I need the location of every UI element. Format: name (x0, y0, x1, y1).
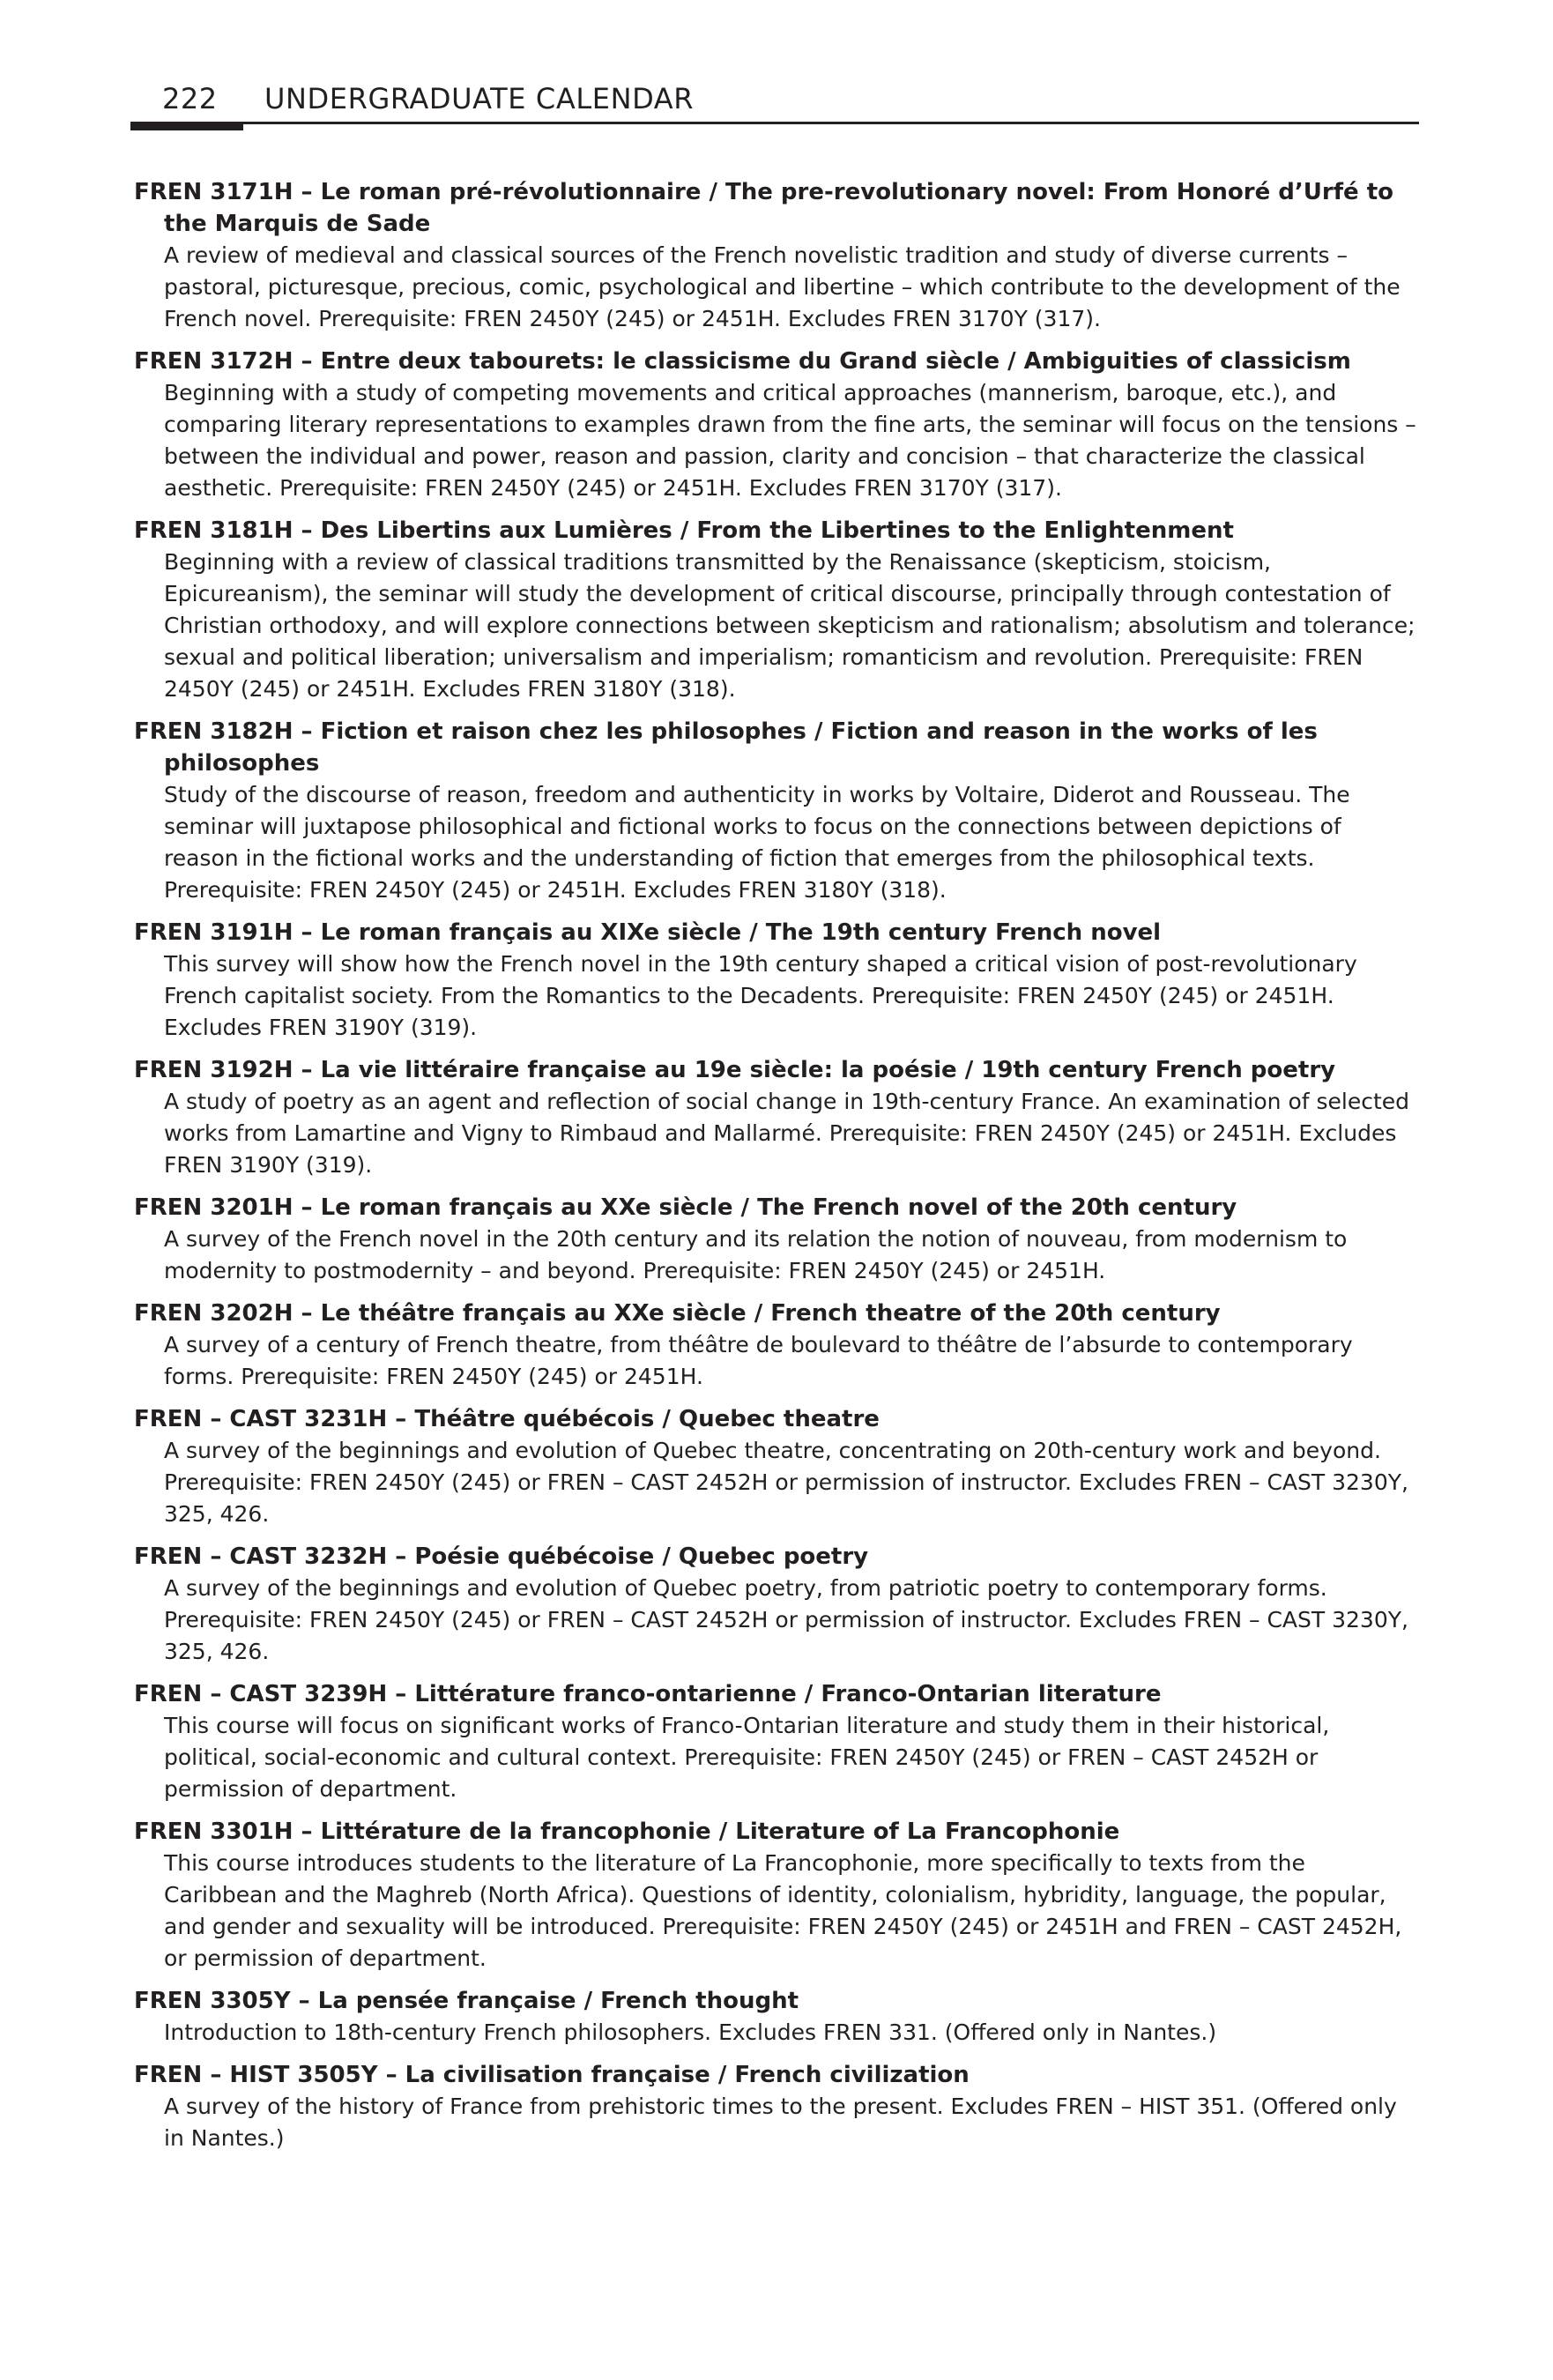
course-description: Introduction to 18th-century French philosophers. Excludes FREN 331. (Offered only in Nantes.) (164, 2019, 1217, 2045)
course-title: FREN 3171H – Le roman pré-révolutionnaire / The pre-revolutionary novel: From Honoré d’Urfé to the Marquis de Sade (134, 179, 1394, 237)
course-entry (134, 2059, 1421, 2154)
course-title: FREN 3192H – La vie littéraire française au 19e siècle: la poésie / 19th century French poetry (134, 1057, 1336, 1083)
course-description: This course will focus on significant works of Franco-Ontarian literature and study them in their historical, political, social-economic and cultural context. Prerequisite: FREN 2450Y (245) or FREN – CAST 2452H or permission of department. (164, 1713, 1330, 1802)
course-description: This course introduces students to the literature of La Francophonie, more specifically to texts from the Caribbean and the Maghreb (North Africa). Questions of identity, colonialism, hybridity, language, the popular, and gender and sexuality will be introduced. Prerequisite: FREN 2450Y (245) or 2451H and FREN – CAST 2452H, or permission of department. (164, 1850, 1402, 1971)
course-title: FREN 3301H – Littérature de la francophonie / Literature of La Francophonie (134, 1818, 1120, 1845)
course-entry (134, 1678, 1421, 1805)
course-description: A survey of a century of French theatre, from théâtre de boulevard to théâtre de l’absurde to contemporary forms. Prerequisite: FREN 2450Y (245) or 2451H. (164, 1332, 1353, 1389)
page-number: 222 (162, 82, 218, 115)
course-entry (134, 515, 1421, 705)
course-description: Study of the discourse of reason, freedom and authenticity in works by Voltaire, Diderot and Rousseau. The seminar will juxtapose philosophical and fictional works to focus on the connections between depictions of reason in the fictional works and the understanding of fiction that emerges from the philosophical texts. Prerequisite: FREN 2450Y (245) or 2451H. Excludes FREN 3180Y (318). (164, 782, 1350, 903)
course-entry (134, 1192, 1421, 1287)
course-title: FREN 3182H – Fiction et raison chez les philosophes / Fiction and reason in the works of les philosophes (134, 718, 1318, 777)
course-entry (134, 1403, 1421, 1530)
course-title: FREN 3181H – Des Libertins aux Lumières / From the Libertines to the Enlightenment (134, 517, 1234, 544)
course-entry (134, 1816, 1421, 1975)
course-entry (134, 176, 1421, 335)
course-title: FREN 3201H – Le roman français au XXe siècle / The French novel of the 20th century (134, 1194, 1237, 1221)
course-list (134, 176, 1421, 2165)
course-description: Beginning with a study of competing movements and critical approaches (mannerism, baroque, etc.), and comparing literary representations to examples drawn from the fine arts, the seminar will focus on the tensions – between the individual and power, reason and passion, clarity and concision – that characterize the classical aesthetic. Prerequisite: FREN 2450Y (245) or 2451H. Excludes FREN 3170Y (317). (164, 380, 1416, 501)
course-entry (134, 1541, 1421, 1668)
course-title: FREN – CAST 3239H – Littérature franco-ontarienne / Franco-Ontarian literature (134, 1681, 1162, 1707)
course-description: A survey of the French novel in the 20th century and its relation the notion of nouveau, from modernism to modernity to postmodernity – and beyond. Prerequisite: FREN 2450Y (245) or 2451H. (164, 1226, 1348, 1283)
course-description: A survey of the beginnings and evolution of Quebec poetry, from patriotic poetry to contemporary forms. Prerequisite: FREN 2450Y (245) or FREN – CAST 2452H or permission of instructor. Excludes FREN – CAST 3230Y, 325, 426. (164, 1575, 1408, 1664)
course-title: FREN – CAST 3232H – Poésie québécoise / Quebec poetry (134, 1543, 869, 1570)
running-header (130, 81, 1419, 130)
header-rule (130, 122, 1419, 124)
course-title: FREN – HIST 3505Y – La civilisation française / French civilization (134, 2062, 970, 2088)
course-title: FREN 3305Y – La pensée française / French thought (134, 1988, 799, 2014)
course-entry (134, 1054, 1421, 1181)
course-entry (134, 716, 1421, 906)
course-entry (134, 346, 1421, 504)
course-title: FREN 3191H – Le roman français au XIXe siècle / The 19th century French novel (134, 919, 1162, 946)
course-description: A survey of the beginnings and evolution of Quebec theatre, concentrating on 20th-century work and beyond. Prerequisite: FREN 2450Y (245) or FREN – CAST 2452H or permission of instructor. Excludes FREN – CAST 3230Y, 325, 426. (164, 1438, 1408, 1527)
course-title: FREN – CAST 3231H – Théâtre québécois / Quebec theatre (134, 1406, 880, 1432)
course-entry (134, 917, 1421, 1044)
course-description: Beginning with a review of classical traditions transmitted by the Renaissance (skepticism, stoicism, Epicureanism), the seminar will study the development of critical discourse, principally through contestation of Christian orthodoxy, and will explore connections between skepticism and rationalism; absolutism and tolerance; sexual and political liberation; universalism and imperialism; romanticism and revolution. Prerequisite: FREN 2450Y (245) or 2451H. Excludes FREN 3180Y (318). (164, 549, 1416, 702)
course-description: A survey of the history of France from prehistoric times to the present. Excludes FREN – HIST 351. (Offered only in Nantes.) (164, 2094, 1397, 2151)
course-description: A review of medieval and classical sources of the French novelistic tradition and study of diverse currents – pastoral, picturesque, precious, comic, psychological and libertine – which contribute to the development of the French novel. Prerequisite: FREN 2450Y (245) or 2451H. Excludes FREN 3170Y (317). (164, 242, 1401, 331)
course-title: FREN 3202H – Le théâtre français au XXe siècle / French theatre of the 20th century (134, 1300, 1221, 1327)
header-rule-accent (130, 122, 243, 130)
course-title: FREN 3172H – Entre deux tabourets: le classicisme du Grand siècle / Ambiguities of classicism (134, 348, 1351, 375)
course-entry (134, 1298, 1421, 1393)
course-description: This survey will show how the French novel in the 19th century shaped a critical vision of post-revolutionary French capitalist society. From the Romantics to the Decadents. Prerequisite: FREN 2450Y (245) or 2451H. Excludes FREN 3190Y (319). (164, 951, 1357, 1040)
course-entry (134, 1985, 1421, 2049)
course-description: A study of poetry as an agent and reflection of social change in 19th-century France. An examination of selected works from Lamartine and Vigny to Rimbaud and Mallarmé. Prerequisite: FREN 2450Y (245) or 2451H. Excludes FREN 3190Y (319). (164, 1089, 1410, 1178)
running-title: UNDERGRADUATE CALENDAR (264, 82, 695, 115)
